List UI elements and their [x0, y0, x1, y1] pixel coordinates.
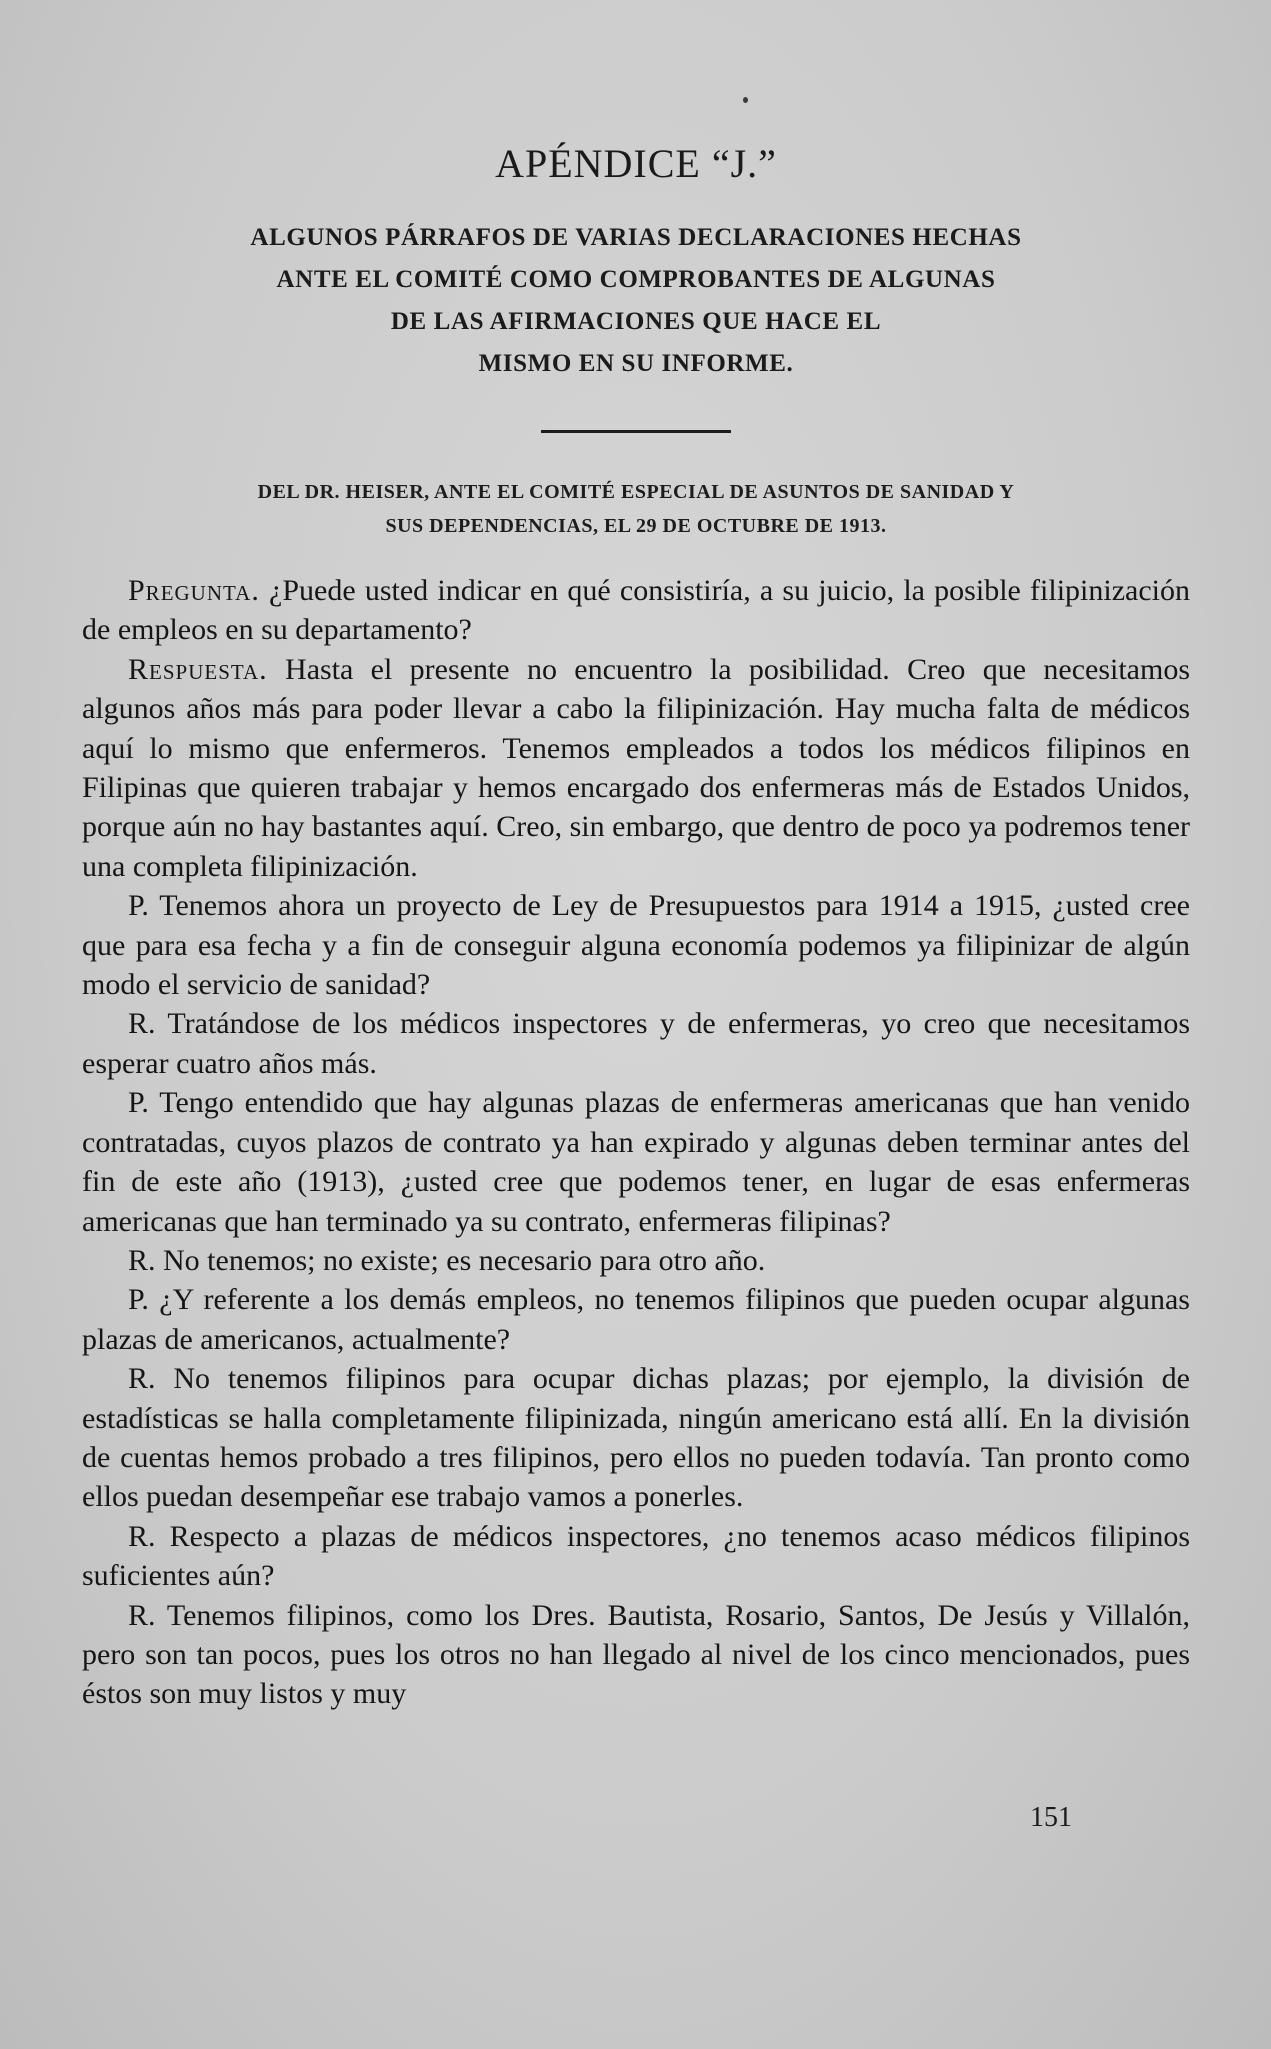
section-divider — [541, 430, 731, 433]
appendix-title: APÉNDICE “J.” — [495, 141, 777, 186]
subheading-line: DEL DR. HEISER, ANTE EL COMITÉ ESPECIAL DE ASUNTOS DE SANIDAD Y — [257, 481, 1015, 503]
paragraph — [82, 1280, 1190, 1359]
paragraph-text: P. Tenemos ahora un proyecto de Ley de Presupuestos para 1914 a 1915, ¿usted cree que para esa fecha y a fin de conseguir alguna economía podemos ya filipinizar de algún modo el servicio de sanidad? — [82, 889, 1190, 1002]
paragraph-text: P. Tengo entendido que hay algunas plazas de enfermeras americanas que han venido contratadas, cuyos plazos de contrato ya han expirado y algunas deben terminar antes del fin de este año (1913), ¿usted cree que podemos tener, en lugar de esas enfermeras americanas que han terminado ya su contrato, enfermeras filipinas? — [82, 1086, 1190, 1238]
paragraph-text: R. Tenemos filipinos, como los Dres. Bautista, Rosario, Santos, De Jesús y Villalón, pero son tan pocos, pues los otros no han llegado al nivel de los cinco mencionados, pues éstos son muy listos y muy — [82, 1598, 1190, 1711]
paragraph-pregunta — [82, 571, 1190, 650]
heading-line: ALGUNOS PÁRRAFOS DE VARIAS DECLARACIONES HECHAS — [250, 224, 1022, 251]
paragraph-text: R. No tenemos filipinos para ocupar dichas plazas; por ejemplo, la división de estadísticas se halla completamente filipinizada, ningún americano está allí. En la división de cuentas hemos probado a tres filipinos, pero ellos no pueden todavía. Tan pronto como ellos puedan desempeñar ese trabajo vamos a ponerles. — [82, 1362, 1190, 1514]
paragraph — [82, 1083, 1190, 1241]
paragraph — [82, 1359, 1190, 1517]
paragraph — [82, 1241, 1190, 1280]
testimony-source — [82, 475, 1190, 543]
paragraph-text: R. Respecto a plazas de médicos inspectores, ¿no tenemos acaso médicos filipinos suficientes aún? — [82, 1519, 1190, 1593]
subheading-line: SUS DEPENDENCIAS, EL 29 DE OCTUBRE DE 1913. — [385, 515, 887, 537]
paragraph-text: P. ¿Y referente a los demás empleos, no tenemos filipinos que pueden ocupar algunas plazas de americanos, actualmente? — [82, 1283, 1190, 1356]
page-number: 151 — [1030, 1802, 1072, 1833]
paragraph-respuesta — [82, 650, 1190, 886]
paragraph — [82, 1004, 1190, 1083]
speaker-label: Respuesta. — [128, 652, 268, 686]
paragraph-text: R. No tenemos; no existe; es necesario para otro año. — [128, 1243, 766, 1277]
paragraph — [82, 1517, 1190, 1596]
paragraph-text: R. Tratándose de los médicos inspectores y de enfermeras, yo creo que necesitamos esperar cuatro años más. — [82, 1007, 1190, 1080]
ink-speck — [743, 97, 748, 103]
speaker-label: Pregunta. — [128, 574, 260, 607]
paragraph — [82, 1596, 1190, 1714]
paragraph — [82, 886, 1190, 1004]
text-block — [82, 140, 1190, 1714]
heading-line: ANTE EL COMITÉ COMO COMPROBANTES DE ALGUNAS — [276, 266, 996, 293]
paragraph-text: Hasta el presente no encuentro la posibilidad. Creo que necesitamos algunos años más para poder llevar a cabo la filipinización. Hay mucha falta de médicos aquí lo mismo que enfermeros. Tenemos empleados a todos los médicos filipinos en Filipinas que quieren trabajar y hemos encargado dos enfermeras más de Estados Unidos, porque aún no hay bastantes aquí. Creo, sin embargo, que dentro de poco ya podremos tener una completa filipinización. — [82, 652, 1190, 883]
heading-line: MISMO EN SU INFORME. — [478, 350, 794, 377]
paragraph-text: ¿Puede usted indicar en qué consistiría, a su juicio, la posible filipinización de empleos en su departamento? — [82, 574, 1190, 647]
heading-line: DE LAS AFIRMACIONES QUE HACE EL — [390, 308, 882, 335]
appendix-heading — [82, 217, 1190, 385]
